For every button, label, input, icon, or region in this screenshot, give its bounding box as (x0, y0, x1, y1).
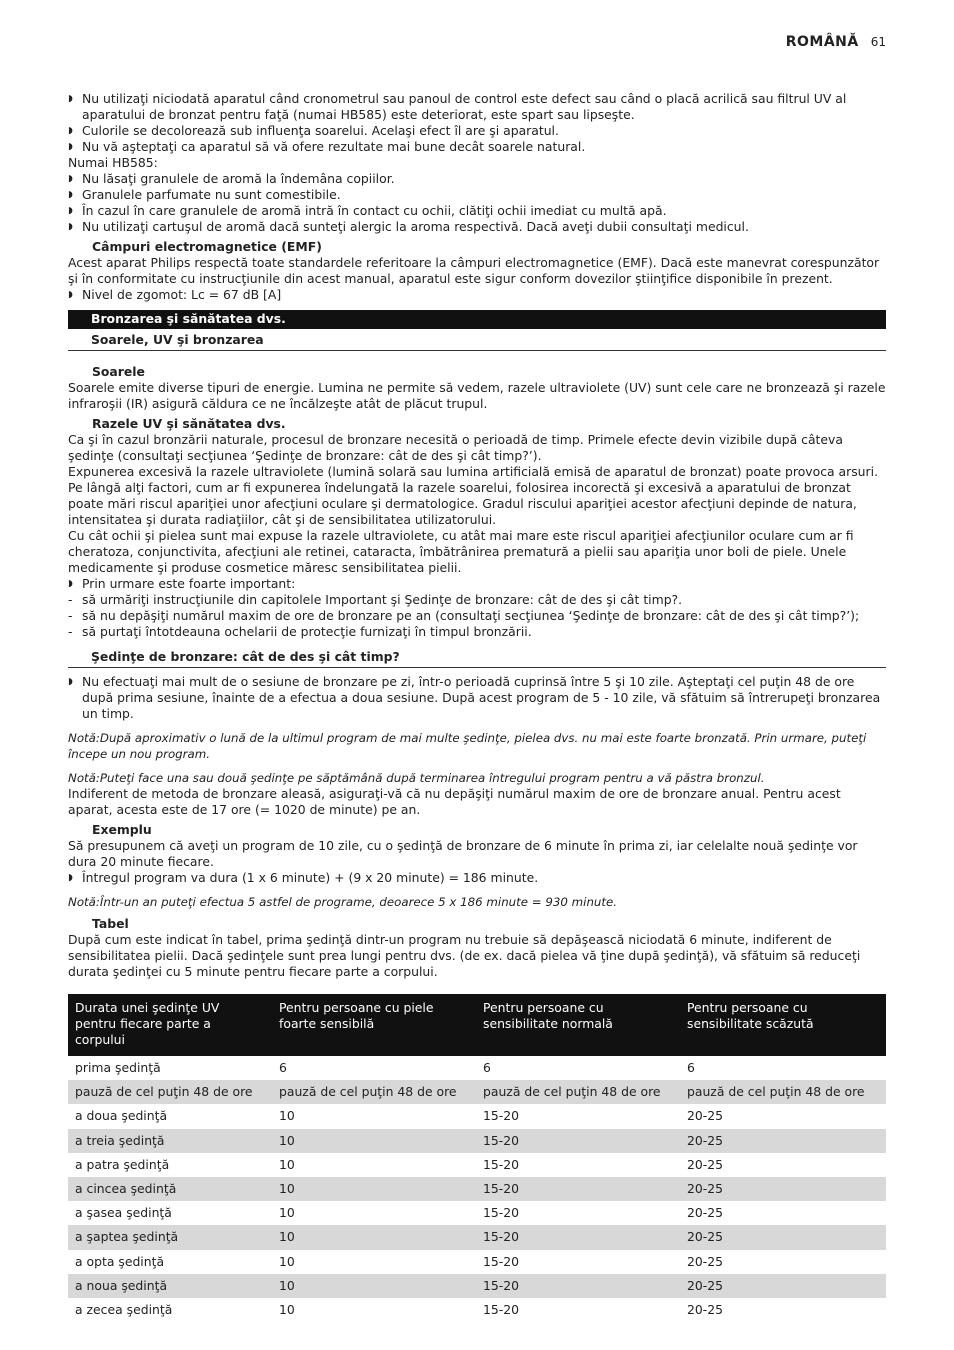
table-row (68, 1298, 886, 1322)
table-cell: 6 (687, 1060, 695, 1076)
sessions-bullet: ◗ Nu efectuaţi mai mult de o sesiune de bronzare pe zi, într-o perioadă cuprinsă între 5 şi 10 zile. Aşteptaţi cel puţin 48 de ore după prima sesiune, înainte de a efectua a doua sesiune. După acest program de 5 - 10 zile, vă sfătuim să întrerupeţi bronzarea un timp. (68, 674, 886, 722)
dash-item: - să nu depăşiţi numărul maxim de ore de bronzare pe an (consultaţi secţiunea ‘Şedinţe de bronzare: cât de des şi cât timp?’); (68, 608, 886, 624)
table-row (68, 1201, 886, 1225)
sessions-text: Indiferent de metoda de bronzare aleasă, asiguraţi-vă că nu depăşiţi numărul maxim de ore de bronzare anual. Pentru acest aparat, acesta este de 17 ore (= 1020 de minute) pe an. (68, 786, 841, 817)
table-heading: Tabel (92, 916, 129, 931)
dash-item: - să urmăriţi instrucţiunile din capitolele Important şi Şedinţe de bronzare: cât de des şi cât timp?. (68, 592, 886, 608)
sun-text: Soarele emite diverse tipuri de energie. Lumina ne permite să vedem, razele ultraviolete (UV) sunt cele care ne bronzează şi razele infraroşii (IR) asigură căldura ce ne încălzeşte atât de plăcut trupul. (68, 380, 886, 411)
emf-heading: Câmpuri electromagnetice (EMF) (92, 239, 322, 254)
page-header (786, 34, 886, 50)
content (68, 91, 886, 1322)
table-row (68, 1129, 886, 1153)
table-cell: 6 (483, 1060, 491, 1076)
table-cell: 15-20 (476, 1177, 680, 1201)
table-cell: 15-20 (476, 1225, 680, 1249)
dash-item: - să purtaţi întotdeauna ochelarii de protecţie furnizaţi în timpul bronzării. (68, 624, 886, 640)
note: Notă:După aproximativ o lună de la ultimul program de mai multe şedinţe, pielea dvs. nu mai este foarte bronzată. Prin urmare, puteţi începe un nou program. (68, 731, 867, 761)
uv-paragraph: Cu cât ochii şi pielea sunt mai expuse la razele ultraviolete, cu atât mai mare este riscul apariţiei afecţiunilor oculare cum ar fi cheratoza, conjunctivita, afecţiuni ale retinei, cataracta, îmbătrânirea prematură a pielii sau apariţia unor boli de piele. Unele medicamente şi produse cosmetice măresc sensibilitatea pielii. (68, 528, 854, 575)
table-cell: 15-20 (483, 1108, 520, 1124)
table-cell: 15-20 (483, 1205, 520, 1221)
table-cell: a doua şedinţă (75, 1108, 168, 1124)
table-cell: pauză de cel puţin 48 de ore (680, 1080, 886, 1104)
note: Notă:Într-un an puteţi efectua 5 astfel de programe, deoarece 5 x 186 minute = 930 minute. (68, 895, 618, 909)
uv-paragraph: Pe lângă alţi factori, cum ar fi expunerea îndelungată la razele soarelui, folosirea incorectă şi excesivă a aparatului de bronzat poate mări riscul apariţiei unor afecţiuni oculare şi dermatologice. Gradul riscului apariţiei acestor afecţiuni depinde de natura, intensitatea şi durata radiaţiilor, cât şi de sensibilitatea utilizatorului. (68, 480, 857, 527)
table-cell: pauză de cel puţin 48 de ore (68, 1080, 272, 1104)
table-row (68, 1080, 886, 1104)
table-cell: a şaptea şedinţă (68, 1225, 272, 1249)
table-row (68, 1104, 886, 1128)
uv-paragraph: Ca şi în cazul bronzării naturale, procesul de bronzare necesită o perioadă de timp. Primele efecte devin vizibile după câteva şedinţe (consultaţi secţiunea ‘Şedinţe de bronzare: cât de des şi cât timp?’). (68, 432, 843, 463)
important-bullet: ◗ Prin urmare este foarte important: (68, 576, 886, 592)
language-label: ROMÂNĂ (785, 34, 859, 50)
table-cell: pauză de cel puţin 48 de ore (476, 1080, 680, 1104)
table-cell: 10 (279, 1108, 295, 1124)
table-intro: După cum este indicat în tabel, prima şedinţă dintr-un program nu trebuie să depăşească niciodată 6 minute, indiferent de sensibilitatea pielii. Dacă şedinţele sunt prea lungi pentru dvs. (de ex. dacă pielea vă ţine după şedinţă), vă sfătuim să reduceţi durata şedinţei cu 5 minute pentru fiecare parte a corpului. (68, 932, 861, 979)
table-row (68, 1056, 886, 1080)
uv-paragraph: Expunerea excesivă la razele ultraviolete (lumină solară sau lumina artificială emisă de aparatul de bronzat) poate provoca arsuri. (68, 464, 879, 479)
table-row (68, 1177, 886, 1201)
table-header-cell: Pentru persoane cu piele foarte sensibilă (272, 994, 476, 1056)
table-cell: 20-25 (687, 1156, 724, 1172)
table-cell: 20-25 (680, 1129, 886, 1153)
table-row (68, 1274, 886, 1298)
table-cell: 15-20 (483, 1253, 520, 1269)
sun-heading: Soarele (92, 364, 145, 379)
table-cell: 15-20 (476, 1274, 680, 1298)
table-cell: 10 (279, 1205, 295, 1221)
table-cell: 20-25 (680, 1225, 886, 1249)
table-header-cell: Pentru persoane cu sensibilitate normală (476, 994, 680, 1056)
table-cell: prima şedinţă (75, 1060, 161, 1076)
table-row (68, 1250, 886, 1274)
bullet-item: ◗ Nu vă aşteptaţi ca aparatul să vă ofere rezultate mai bune decât soarele natural. (68, 139, 886, 155)
example-bullet: ◗ Întregul program va dura (1 x 6 minute) + (9 x 20 minute) = 186 minute. (68, 870, 886, 886)
table-cell: 20-25 (687, 1108, 724, 1124)
table-cell: 10 (272, 1225, 476, 1249)
table-header-row (68, 994, 886, 1056)
table-cell: 10 (279, 1156, 295, 1172)
bullet-item: ◗ Culorile se decolorează sub influenţa soarelui. Acelaşi efect îl are şi aparatul. (68, 123, 886, 139)
table-cell: a şasea şedinţă (75, 1205, 172, 1221)
note: Notă:Puteţi face una sau două şedinţe pe săptămână după terminarea întregului program pentru a vă păstra bronzul. (68, 771, 765, 785)
bullet-item: ◗ Granulele parfumate nu sunt comestibile. (68, 187, 886, 203)
table-row (68, 1153, 886, 1177)
emf-text: Acest aparat Philips respectă toate standardele referitoare la câmpuri electromagnetice (EMF). Dacă este manevrat corespunzător şi în conformitate cu instrucţiunile din acest manual, aparatul este sigur conform dovezilor ştiinţifice disponibile în prezent. (68, 255, 880, 286)
table-cell: pauză de cel puţin 48 de ore (272, 1080, 476, 1104)
table-cell: 10 (272, 1129, 476, 1153)
noise-level: ◗ Nivel de zgomot: Lc = 67 dB [A] (68, 287, 886, 303)
table-cell: 15-20 (476, 1129, 680, 1153)
table-cell: 10 (272, 1274, 476, 1298)
table-cell: 20-25 (687, 1205, 724, 1221)
table-cell: 20-25 (680, 1274, 886, 1298)
bullet-item: ◗ Nu utilizaţi niciodată aparatul când cronometrul sau panoul de control este defect sau când o placă acrilică sau filtrul UV al aparatului de bronzat pentru faţă (numai HB585) este deteriorat, este spart sau lipseşte. (68, 91, 886, 123)
example-text: Să presupunem că aveţi un program de 10 zile, cu o şedinţă de bronzare de 6 minute în prima zi, iar celelalte nouă şedinţe vor dura 20 minute fiecare. (68, 838, 858, 869)
table-cell: 10 (272, 1177, 476, 1201)
table-cell: a opta şedinţă (75, 1253, 165, 1269)
example-heading: Exemplu (92, 822, 152, 837)
table-cell: 6 (279, 1060, 287, 1076)
table-cell: 10 (279, 1253, 295, 1269)
bullet-item: ◗ Nu lăsaţi granulele de aromă la îndemâna copiilor. (68, 171, 886, 187)
table-cell: 20-25 (687, 1301, 724, 1317)
table-cell: a treia şedinţă (68, 1129, 272, 1153)
page-number: 61 (870, 35, 886, 49)
bullet-item: ◗ În cazul în care granulele de aromă intră în contact cu ochii, clătiţi ochii imediat cu multă apă. (68, 203, 886, 219)
sessions-title: Şedinţe de bronzare: cât de des şi cât timp? (68, 646, 886, 668)
table-cell: a noua şedinţă (68, 1274, 272, 1298)
table-header-cell: Pentru persoane cu sensibilitate scăzută (680, 994, 886, 1056)
subsection-title: Soarele, UV şi bronzarea (68, 329, 886, 351)
table-cell: 20-25 (687, 1253, 724, 1269)
table-cell: a cincea şedinţă (68, 1177, 272, 1201)
sessions-table (68, 994, 886, 1322)
section-title-bar: Bronzarea şi sănătatea dvs. (68, 310, 886, 329)
table-cell: 15-20 (483, 1156, 520, 1172)
uv-heading: Razele UV şi sănătatea dvs. (92, 416, 286, 431)
table-cell: 15-20 (483, 1301, 520, 1317)
table-cell: 20-25 (680, 1177, 886, 1201)
table-cell: 10 (279, 1301, 295, 1317)
table-row (68, 1225, 886, 1249)
only-hb585-label: Numai HB585: (68, 155, 158, 170)
table-cell: a zecea şedinţă (75, 1301, 173, 1317)
bullet-item: ◗ Nu utilizaţi cartuşul de aromă dacă sunteţi alergic la aroma respectivă. Dacă aveţi dubii consultaţi medicul. (68, 219, 886, 235)
table-cell: a patra şedinţă (75, 1156, 170, 1172)
table-header-cell: Durata unei şedinţe UV pentru fiecare parte a corpului (68, 994, 272, 1056)
